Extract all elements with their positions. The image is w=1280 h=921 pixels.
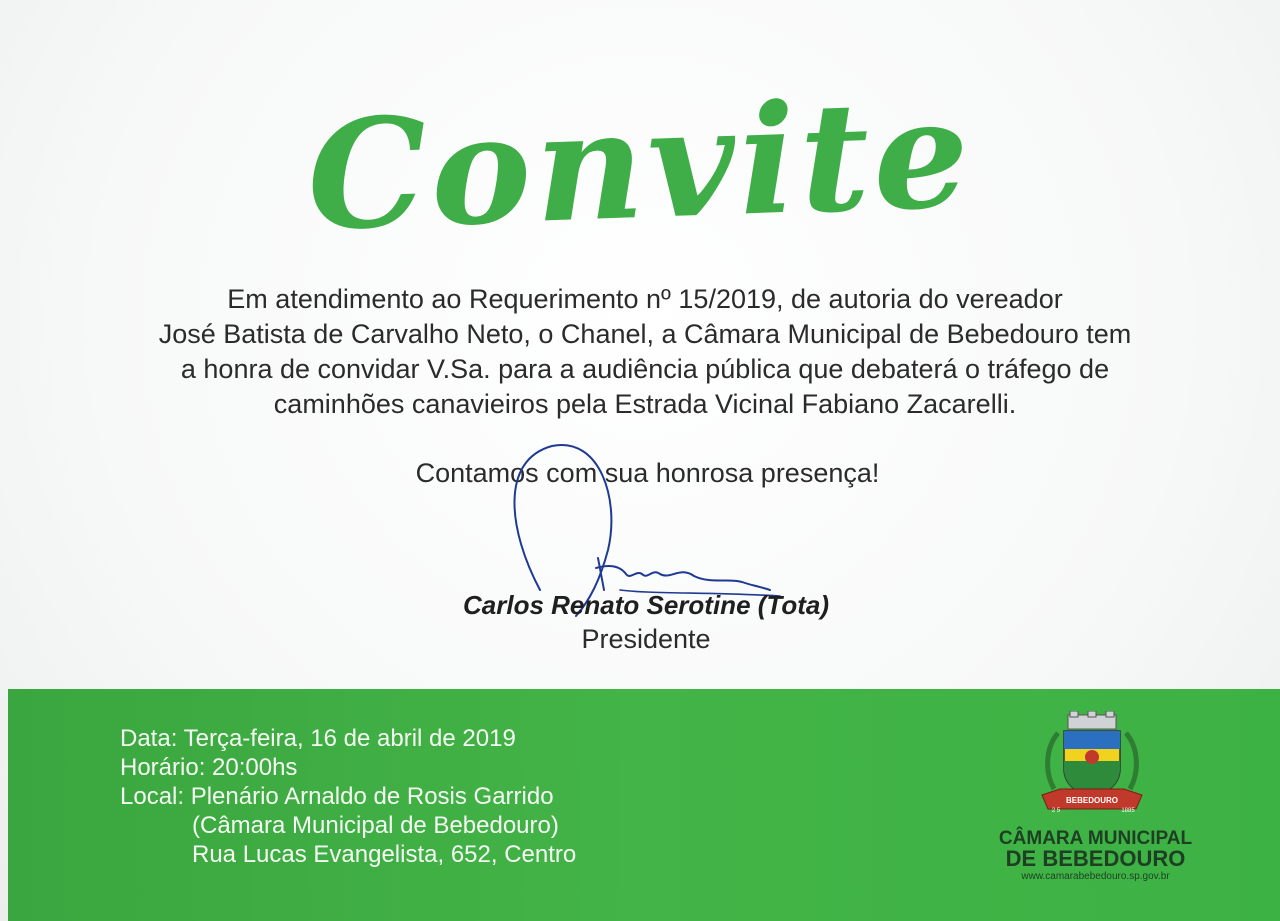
signer-role: Presidente [581, 624, 711, 654]
event-details [120, 724, 576, 869]
body-line: a honra de convidar V.Sa. para a audiência pública que debaterá o tráfego de [180, 354, 1110, 384]
crest-right-text: 1885 [1121, 808, 1135, 814]
crest-left-text: 2 5 [1051, 808, 1061, 814]
body-line: caminhões canavieiros pela Estrada Vicinal Fabiano Zacarelli. [273, 389, 1017, 419]
body-line: José Batista de Carvalho Neto, o Chanel, a Câmara Municipal de Bebedouro tem [158, 319, 1132, 349]
closing-line: Contamos com sua honrosa presença! [415, 458, 880, 488]
invitation-title: Convite [304, 65, 976, 265]
event-footer [8, 689, 1280, 921]
event-location: Local: Plenário Arnaldo de Rosis Garrido [120, 783, 554, 810]
body-line: Em atendimento ao Requerimento nº 15/2019, de autoria do vereador [227, 284, 1063, 314]
organization-website: www.camarabebedouro.sp.gov.br [1021, 871, 1170, 882]
municipal-crest-icon [1036, 711, 1148, 815]
organization-name-line2: DE BEBEDOURO [1005, 846, 1186, 871]
event-venue: (Câmara Municipal de Bebedouro) [192, 812, 559, 839]
organization-name [993, 829, 1198, 869]
invitation-body [60, 282, 1230, 422]
event-time: Horário: 20:00hs [120, 754, 298, 781]
event-date: Data: Terça-feira, 16 de abril de 2019 [120, 725, 516, 752]
signer-name: Carlos Renato Serotine (Tota) [463, 590, 829, 620]
crest-ribbon-text: BEBEDOURO [1065, 796, 1119, 805]
event-address: Rua Lucas Evangelista, 652, Centro [192, 841, 577, 868]
organization-name-line1: CÂMARA MUNICIPAL [998, 828, 1193, 849]
